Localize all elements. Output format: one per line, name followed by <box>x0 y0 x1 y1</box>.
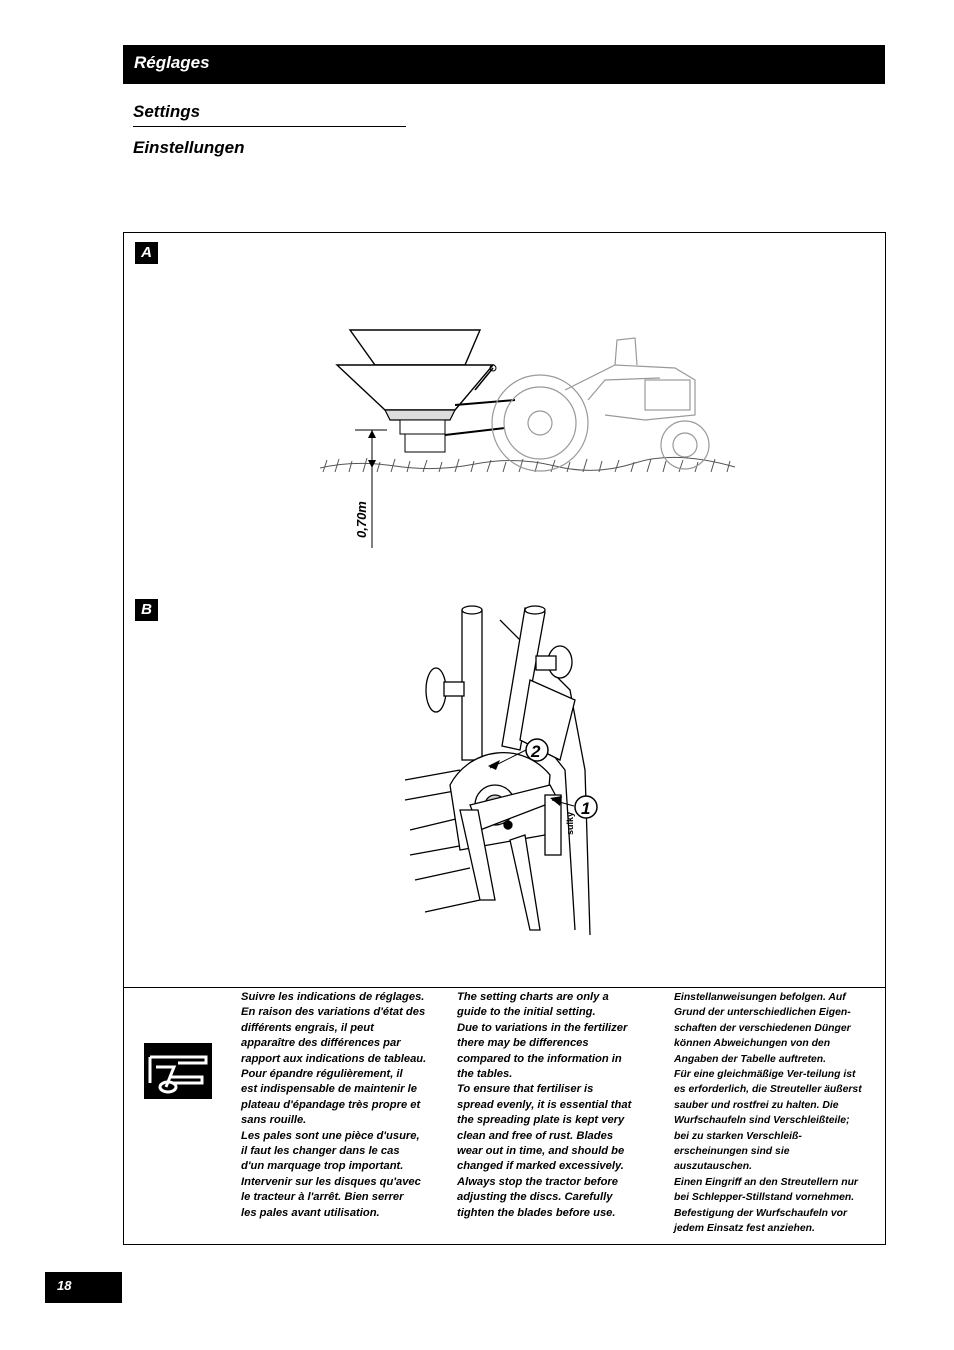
notes-divider <box>123 987 886 988</box>
callout-2: 2 <box>531 742 541 761</box>
callout-1: 1 <box>581 799 591 818</box>
notes-german: Einstellanweisungen befolgen. Auf Grund der unterschiedlichen Eigen- schaften der verschiedenen Dünger können Abweichungen von den Angaben der Tabelle auftreten. Für eine gleichmäßige Ver-teilung ist es erforderlich, die Streuteller äußerst sauber und rostfrei zu halten. Die Wurfschaufeln sind Verschleißteile; bei zu starken Verschleiß- erscheinungen sind sie auszutauschen. Einen Eingriff an den Streutellern nur bei Schlepper-Stillstand vornehmen. Befestigung der Wurfschaufeln vor jedem Einsatz fest anziehen. <box>674 992 862 1235</box>
hand-pointing-icon <box>144 1043 212 1099</box>
section-title: Réglages <box>134 53 210 72</box>
page-number: 18 <box>57 1278 72 1293</box>
tractor-spreader-illustration <box>315 320 745 560</box>
subtitle-english: Settings <box>133 102 406 127</box>
brand-text: sulky <box>565 811 575 835</box>
section-title-bar <box>123 45 885 84</box>
figure-a-label: A <box>135 242 158 264</box>
subtitle-german: Einstellungen <box>133 138 245 157</box>
notes-french: Suivre les indications de réglages. En raison des variations d'état des différents engrais, il peut apparaître des différences par rapport aux indications de tableau. Pour épandre régulièrement, il est indispensable de maintenir le plateau d'épandage très propre et sans rouille. Les pales sont une pièce d'usure, il faut les changer dans le cas d'un marquage trop important. Intervenir sur les disques qu'avec le tracteur à l'arrêt. Bien serrer les pales avant utilisation. <box>241 991 427 1219</box>
page-number-box <box>45 1272 122 1303</box>
notes-english: The setting charts are only a guide to the initial setting. Due to variations in the fertilizer there may be differences compared to the information in the tables. To ensure that fertiliser is spread evenly, it is essential that the spreading plate is kept very clean and free of rust. Blades wear out in time, and should be changed if marked excessively. Always stop the tractor before adjusting the discs. Carefully tighten the blades before use. <box>457 991 632 1219</box>
figure-b-label: B <box>135 599 158 621</box>
height-measurement-label: 0,70m <box>354 501 369 538</box>
disc-adjustment-illustration <box>400 600 600 940</box>
